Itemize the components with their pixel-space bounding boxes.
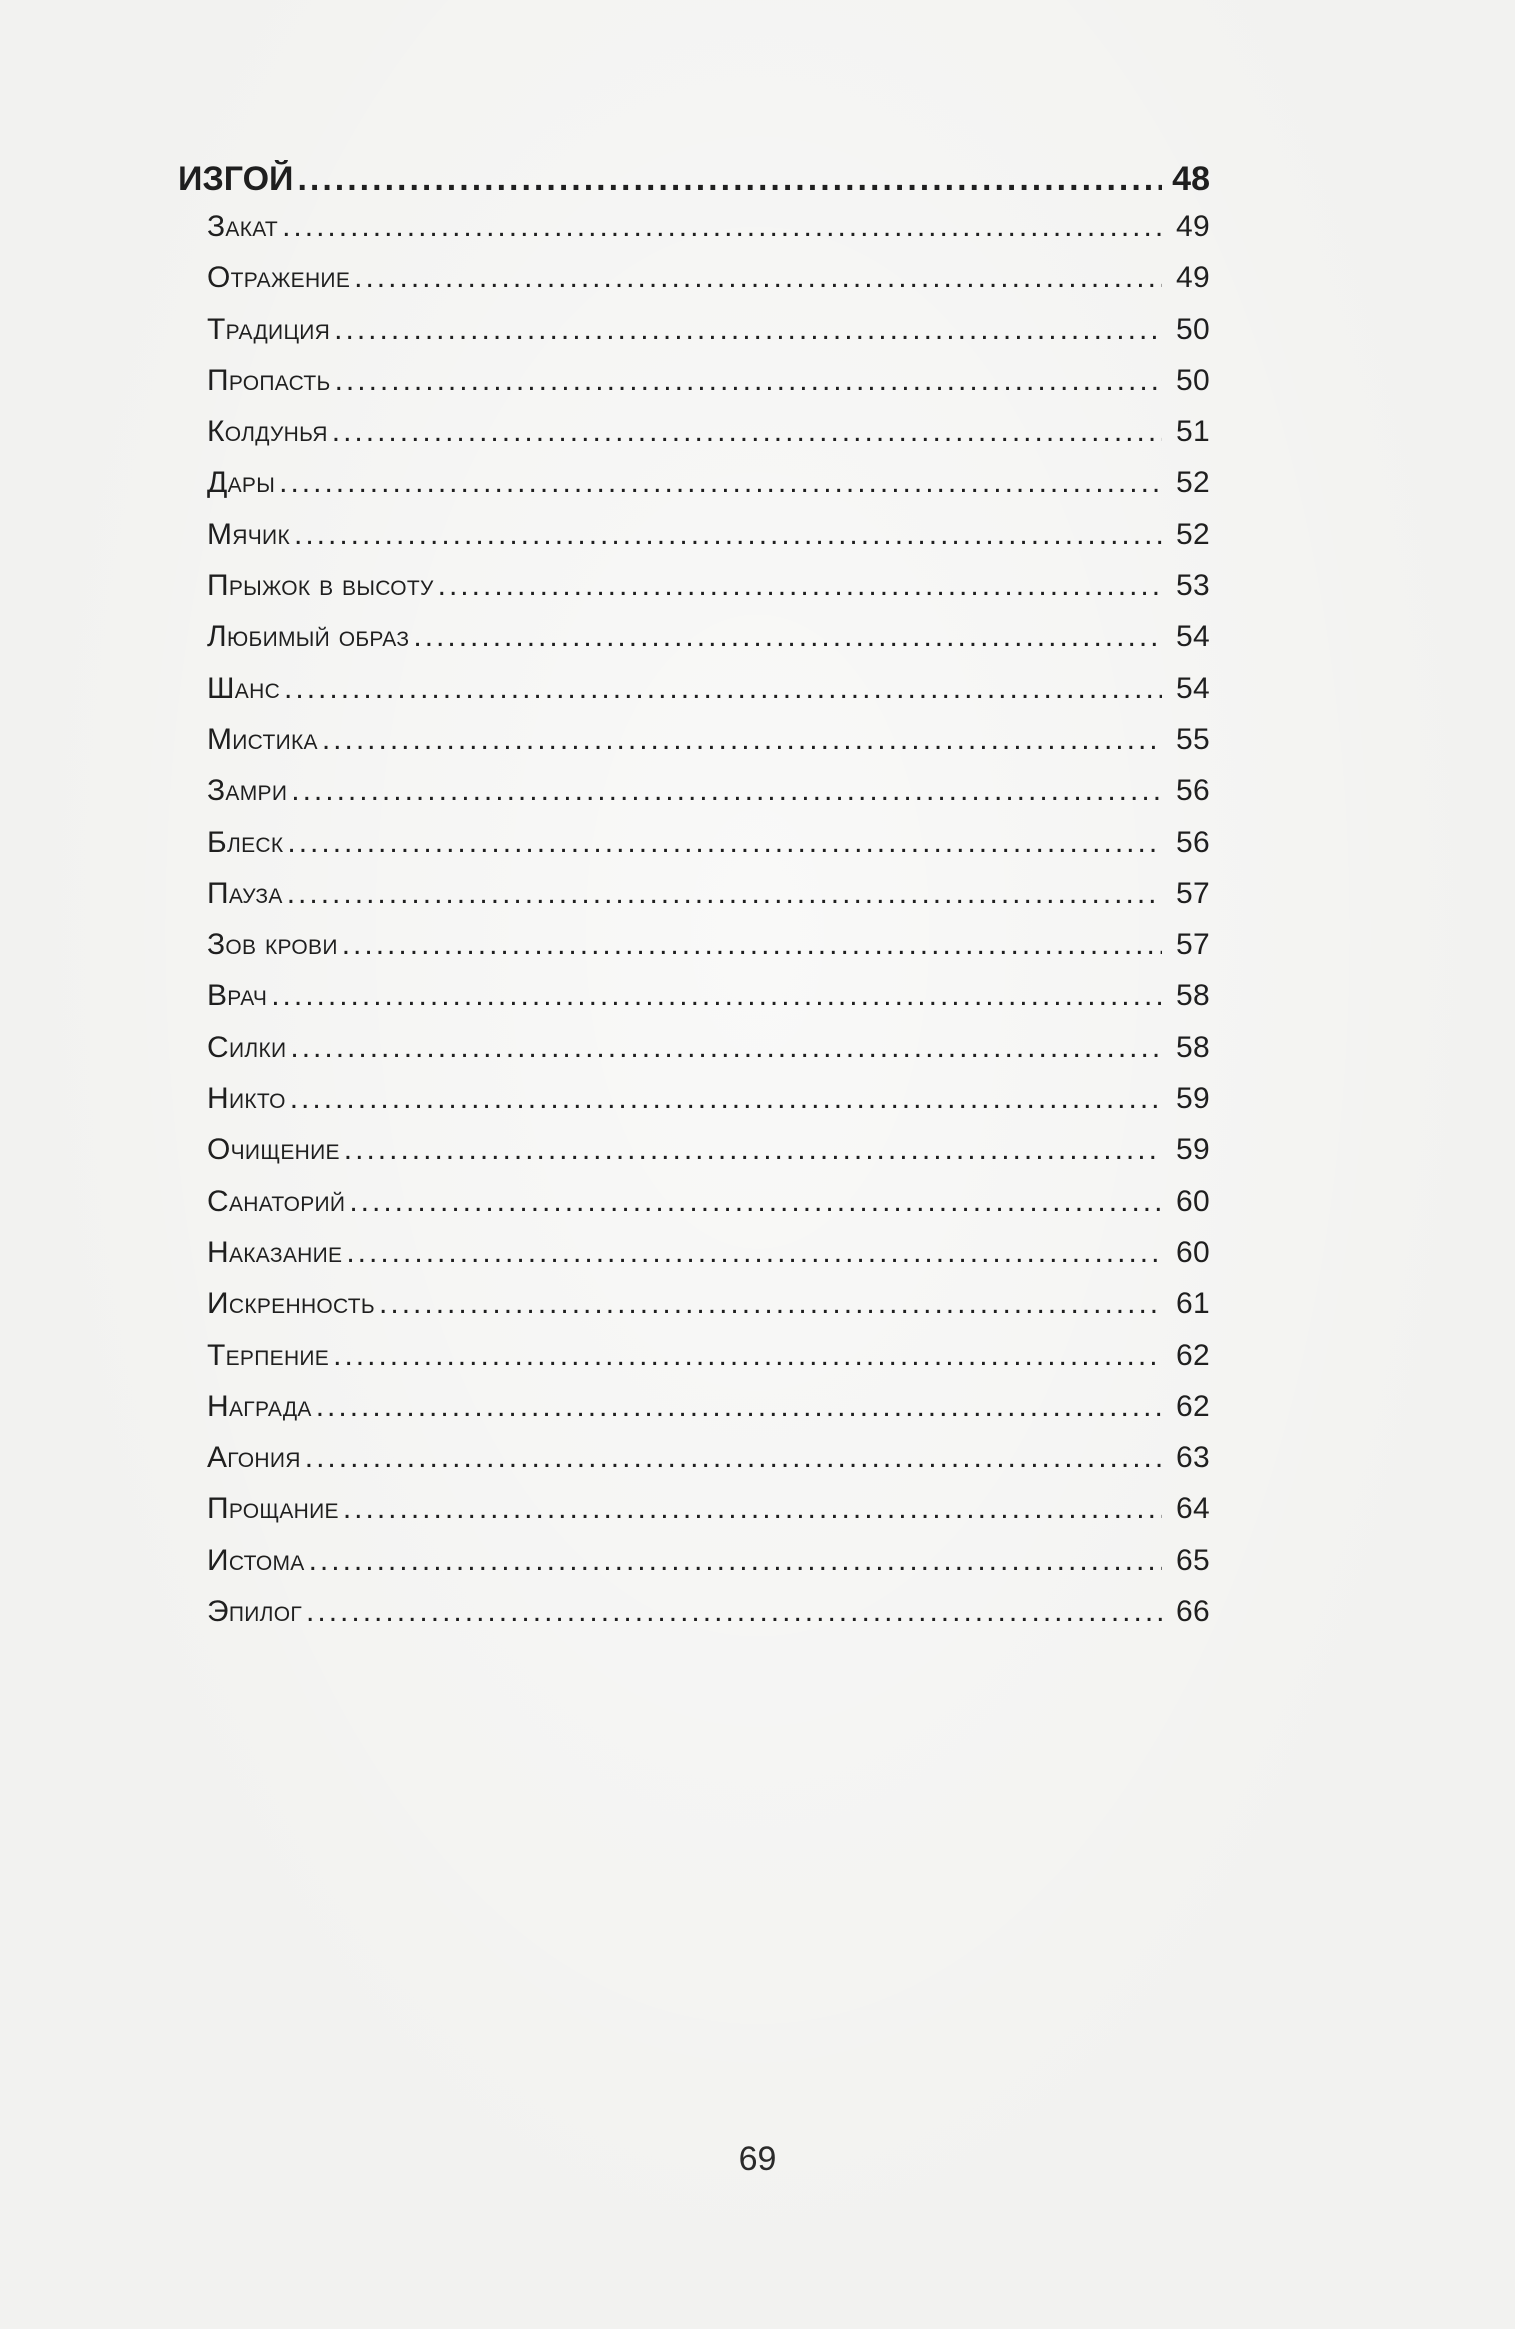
toc-entry-title: Мячик <box>207 517 290 551</box>
toc-entry-title: Врач <box>207 979 268 1013</box>
page-number: 69 <box>738 2140 777 2178</box>
toc-entry-page: 59 <box>1176 1133 1210 1167</box>
toc-dot-leader <box>271 979 1162 1013</box>
toc-entry <box>207 928 1210 979</box>
toc-entry-page: 55 <box>1176 722 1210 756</box>
toc-dot-leader <box>333 1339 1162 1373</box>
toc-entry-page: 62 <box>1176 1389 1210 1423</box>
toc-entry <box>207 313 1210 364</box>
toc-entry <box>207 1082 1210 1133</box>
toc-entry-title: Любимый образ <box>207 620 410 654</box>
toc-entry-page: 58 <box>1176 979 1210 1013</box>
toc-entry-page: 64 <box>1176 1492 1210 1526</box>
toc-entry <box>207 877 1210 928</box>
toc-entry-page: 58 <box>1176 1030 1210 1064</box>
toc-entry-title: Очищение <box>207 1133 340 1167</box>
toc-entry <box>207 826 1210 877</box>
toc-dot-leader <box>306 1595 1162 1629</box>
toc-dot-leader <box>287 826 1162 860</box>
toc-entry <box>207 466 1210 517</box>
toc-entry <box>207 1339 1210 1390</box>
toc-entry-page: 66 <box>1176 1595 1210 1629</box>
toc-entry <box>207 1595 1210 1646</box>
toc-entry-page: 57 <box>1176 928 1210 962</box>
toc-entry-title: Зов крови <box>207 928 338 962</box>
toc-entry-page: 63 <box>1176 1441 1210 1475</box>
toc-dot-leader <box>309 1544 1162 1578</box>
toc-dot-leader <box>305 1441 1162 1475</box>
toc-dot-leader <box>282 210 1162 244</box>
toc-dot-leader <box>316 1390 1162 1424</box>
toc-dot-leader <box>294 518 1162 552</box>
toc-entry <box>207 672 1210 723</box>
toc-entry-page: 54 <box>1176 671 1210 705</box>
toc-entry <box>207 1492 1210 1543</box>
toc-dot-leader <box>322 723 1162 757</box>
toc-entry-page: 59 <box>1176 1082 1210 1116</box>
toc-entry <box>207 415 1210 466</box>
toc-entry-title: Традиция <box>207 312 331 346</box>
toc-entry-page: 62 <box>1176 1338 1210 1372</box>
toc-entry <box>207 723 1210 774</box>
toc-entry-title: Терпение <box>207 1338 330 1372</box>
toc-dot-leader <box>291 774 1162 808</box>
toc-entry <box>207 1133 1210 1184</box>
toc-entry-title: Награда <box>207 1389 312 1423</box>
toc-dot-leader <box>344 1133 1162 1167</box>
toc-entry-title: Замри <box>207 774 288 808</box>
toc-entry <box>207 210 1210 261</box>
toc-entry <box>207 774 1210 825</box>
toc-entry-title: Колдунья <box>207 415 328 449</box>
toc-entry <box>207 1287 1210 1338</box>
toc-entry-title: Эпилог <box>207 1595 303 1629</box>
toc-dot-leader <box>354 261 1162 295</box>
toc-entry <box>207 1031 1210 1082</box>
toc-dot-leader <box>335 364 1162 398</box>
table-of-contents <box>178 160 1210 1646</box>
toc-dot-leader <box>334 313 1162 347</box>
toc-entry-title: Пауза <box>207 876 283 910</box>
toc-entry-title: Пропасть <box>207 363 331 397</box>
toc-entry <box>207 1185 1210 1236</box>
toc-entry-page: 50 <box>1176 363 1210 397</box>
toc-entry <box>207 979 1210 1030</box>
toc-entry-title: Шанс <box>207 671 281 705</box>
toc-dot-leader <box>343 1492 1162 1526</box>
toc-entry-title: Дары <box>207 466 276 500</box>
toc-dot-leader <box>284 672 1162 706</box>
toc-entry-title: Силки <box>207 1030 287 1064</box>
toc-entry <box>207 364 1210 415</box>
toc-entry-title: Блеск <box>207 825 284 859</box>
toc-entry <box>207 1544 1210 1595</box>
toc-entry-title: Истома <box>207 1543 305 1577</box>
toc-entry-page: 51 <box>1176 415 1210 449</box>
toc-dot-leader <box>379 1287 1162 1321</box>
toc-entry-title: Агония <box>207 1441 301 1475</box>
toc-entry <box>207 1390 1210 1441</box>
toc-entry-title: Искренность <box>207 1287 376 1321</box>
toc-entry-page: 49 <box>1176 210 1210 243</box>
toc-dot-leader <box>290 1031 1162 1065</box>
toc-entry-page: 61 <box>1176 1287 1210 1321</box>
toc-dot-leader <box>297 160 1162 199</box>
toc-entry-page: 52 <box>1176 517 1210 551</box>
toc-dot-leader <box>346 1236 1162 1270</box>
toc-dot-leader <box>342 928 1162 962</box>
toc-entry-title: Наказание <box>207 1235 343 1269</box>
toc-dot-leader <box>279 466 1162 500</box>
toc-entry-page: 56 <box>1176 825 1210 859</box>
toc-section-title: ИЗГОЙ <box>178 160 294 198</box>
toc-entry-title: Отражение <box>207 261 351 295</box>
toc-entry <box>207 518 1210 569</box>
toc-entry-page: 54 <box>1176 620 1210 654</box>
toc-entry <box>207 620 1210 671</box>
toc-entry-page: 56 <box>1176 774 1210 808</box>
toc-entry-title: Прощание <box>207 1492 339 1526</box>
toc-entry-page: 52 <box>1176 466 1210 500</box>
toc-entry <box>207 1236 1210 1287</box>
toc-entry-page: 60 <box>1176 1184 1210 1218</box>
toc-section-heading <box>178 160 1210 210</box>
toc-dot-leader <box>332 415 1162 449</box>
toc-entry-title: Никто <box>207 1082 286 1116</box>
toc-dot-leader <box>438 569 1162 603</box>
toc-entry <box>207 569 1210 620</box>
toc-dot-leader <box>349 1185 1162 1219</box>
toc-dot-leader <box>290 1082 1162 1116</box>
toc-dot-leader <box>413 620 1162 654</box>
toc-entry <box>207 261 1210 312</box>
toc-entry-title: Закат <box>207 210 279 243</box>
toc-entry-page: 60 <box>1176 1235 1210 1269</box>
toc-entry-page: 53 <box>1176 569 1210 603</box>
toc-entry-title: Прыжок в высоту <box>207 569 434 603</box>
toc-entry-page: 49 <box>1176 261 1210 295</box>
toc-dot-leader <box>287 877 1162 911</box>
toc-entry-page: 50 <box>1176 312 1210 346</box>
toc-entry <box>207 1441 1210 1492</box>
toc-entry-title: Санаторий <box>207 1184 346 1218</box>
toc-entry-title: Мистика <box>207 722 318 756</box>
toc-entry-page: 57 <box>1176 876 1210 910</box>
toc-entry-page: 65 <box>1176 1543 1210 1577</box>
toc-section-page: 48 <box>1172 160 1210 198</box>
